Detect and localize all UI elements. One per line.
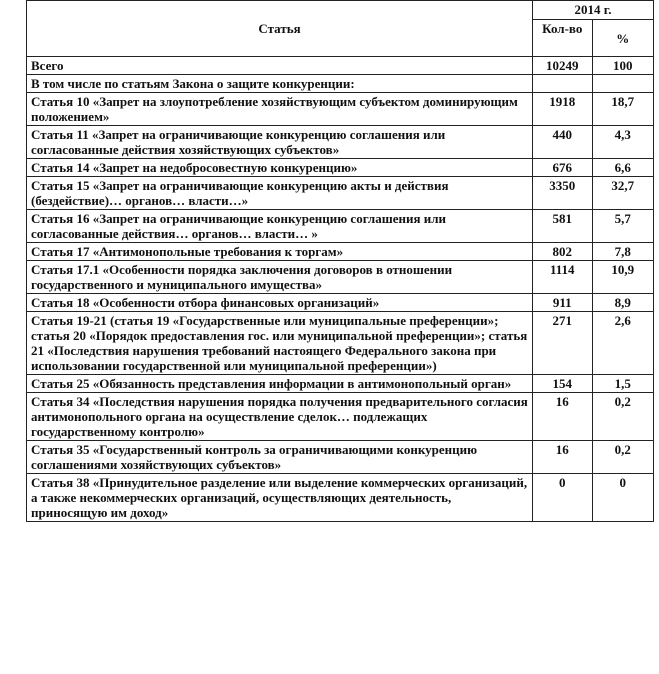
row-percent (592, 75, 654, 93)
row-percent: 100 (592, 57, 654, 75)
row-count: 154 (533, 375, 592, 393)
row-percent: 10,9 (592, 261, 654, 294)
row-label: Всего (27, 57, 533, 75)
header-percent: % (592, 20, 654, 57)
row-count: 802 (533, 243, 592, 261)
row-percent: 18,7 (592, 93, 654, 126)
row-label: Статья 15 «Запрет на ограничивающие конкуренцию акты и действия (бездействие)… органов… власти…» (27, 177, 533, 210)
table-row (27, 474, 654, 522)
row-count: 271 (533, 312, 592, 375)
table-row (27, 75, 654, 93)
row-label: Статья 14 «Запрет на недобросовестную конкуренцию» (27, 159, 533, 177)
row-percent: 5,7 (592, 210, 654, 243)
table-row (27, 393, 654, 441)
row-label: В том числе по статьям Закона о защите конкуренции: (27, 75, 533, 93)
row-percent: 0,2 (592, 441, 654, 474)
row-label: Статья 17 «Антимонопольные требования к торгам» (27, 243, 533, 261)
row-count: 16 (533, 393, 592, 441)
row-percent: 32,7 (592, 177, 654, 210)
row-count (533, 75, 592, 93)
row-count: 10249 (533, 57, 592, 75)
header-article: Статья (27, 1, 533, 57)
row-label: Статья 25 «Обязанность представления информации в антимонопольный орган» (27, 375, 533, 393)
table-row (27, 177, 654, 210)
table-row (27, 375, 654, 393)
row-percent: 2,6 (592, 312, 654, 375)
row-label: Статья 16 «Запрет на ограничивающие конкуренцию соглашения или согласованные действия… органов… власти… » (27, 210, 533, 243)
row-percent: 0,2 (592, 393, 654, 441)
row-count: 581 (533, 210, 592, 243)
table-row (27, 294, 654, 312)
table-row (27, 159, 654, 177)
row-percent: 8,9 (592, 294, 654, 312)
row-percent: 7,8 (592, 243, 654, 261)
row-count: 16 (533, 441, 592, 474)
row-percent: 4,3 (592, 126, 654, 159)
table-row (27, 57, 654, 75)
row-percent: 1,5 (592, 375, 654, 393)
header-count: Кол-во (533, 20, 592, 57)
table-row (27, 210, 654, 243)
row-label: Статья 18 «Особенности отбора финансовых организаций» (27, 294, 533, 312)
statistics-table (26, 0, 654, 522)
row-label: Статья 34 «Последствия нарушения порядка получения предварительного согласия антимонопольного органа на осуществление сделок… подлежащих государственному контролю» (27, 393, 533, 441)
row-label: Статья 17.1 «Особенности порядка заключения договоров в отношении государственного и муниципального имущества» (27, 261, 533, 294)
row-count: 3350 (533, 177, 592, 210)
table-row (27, 312, 654, 375)
table-row (27, 126, 654, 159)
header-year: 2014 г. (533, 1, 654, 20)
row-label: Статья 10 «Запрет на злоупотребление хозяйствующим субъектом доминирующим положением» (27, 93, 533, 126)
row-label: Статья 38 «Принудительное разделение или выделение коммерческих организаций, а также некоммерческих организаций, осуществляющих деятельность, приносящую им доход» (27, 474, 533, 522)
header-row (27, 1, 654, 20)
row-count: 676 (533, 159, 592, 177)
row-count: 1918 (533, 93, 592, 126)
row-label: Статья 19-21 (статья 19 «Государственные или муниципальные преференции»; статья 20 «Порядок предоставления гос. или муниципальной преференции»; статья 21 «Последствия нарушения требований настоящего Федерального закона при использовании государственной или муниципальной преференции») (27, 312, 533, 375)
row-count: 440 (533, 126, 592, 159)
row-label: Статья 35 «Государственный контроль за ограничивающими конкуренцию соглашениями хозяйствующих субъектов» (27, 441, 533, 474)
table-row (27, 261, 654, 294)
row-label: Статья 11 «Запрет на ограничивающие конкуренцию соглашения или согласованные действия хозяйствующих субъектов» (27, 126, 533, 159)
row-count: 1114 (533, 261, 592, 294)
row-count: 911 (533, 294, 592, 312)
row-count: 0 (533, 474, 592, 522)
row-percent: 0 (592, 474, 654, 522)
table-row (27, 441, 654, 474)
table-row (27, 93, 654, 126)
table-row (27, 243, 654, 261)
row-percent: 6,6 (592, 159, 654, 177)
